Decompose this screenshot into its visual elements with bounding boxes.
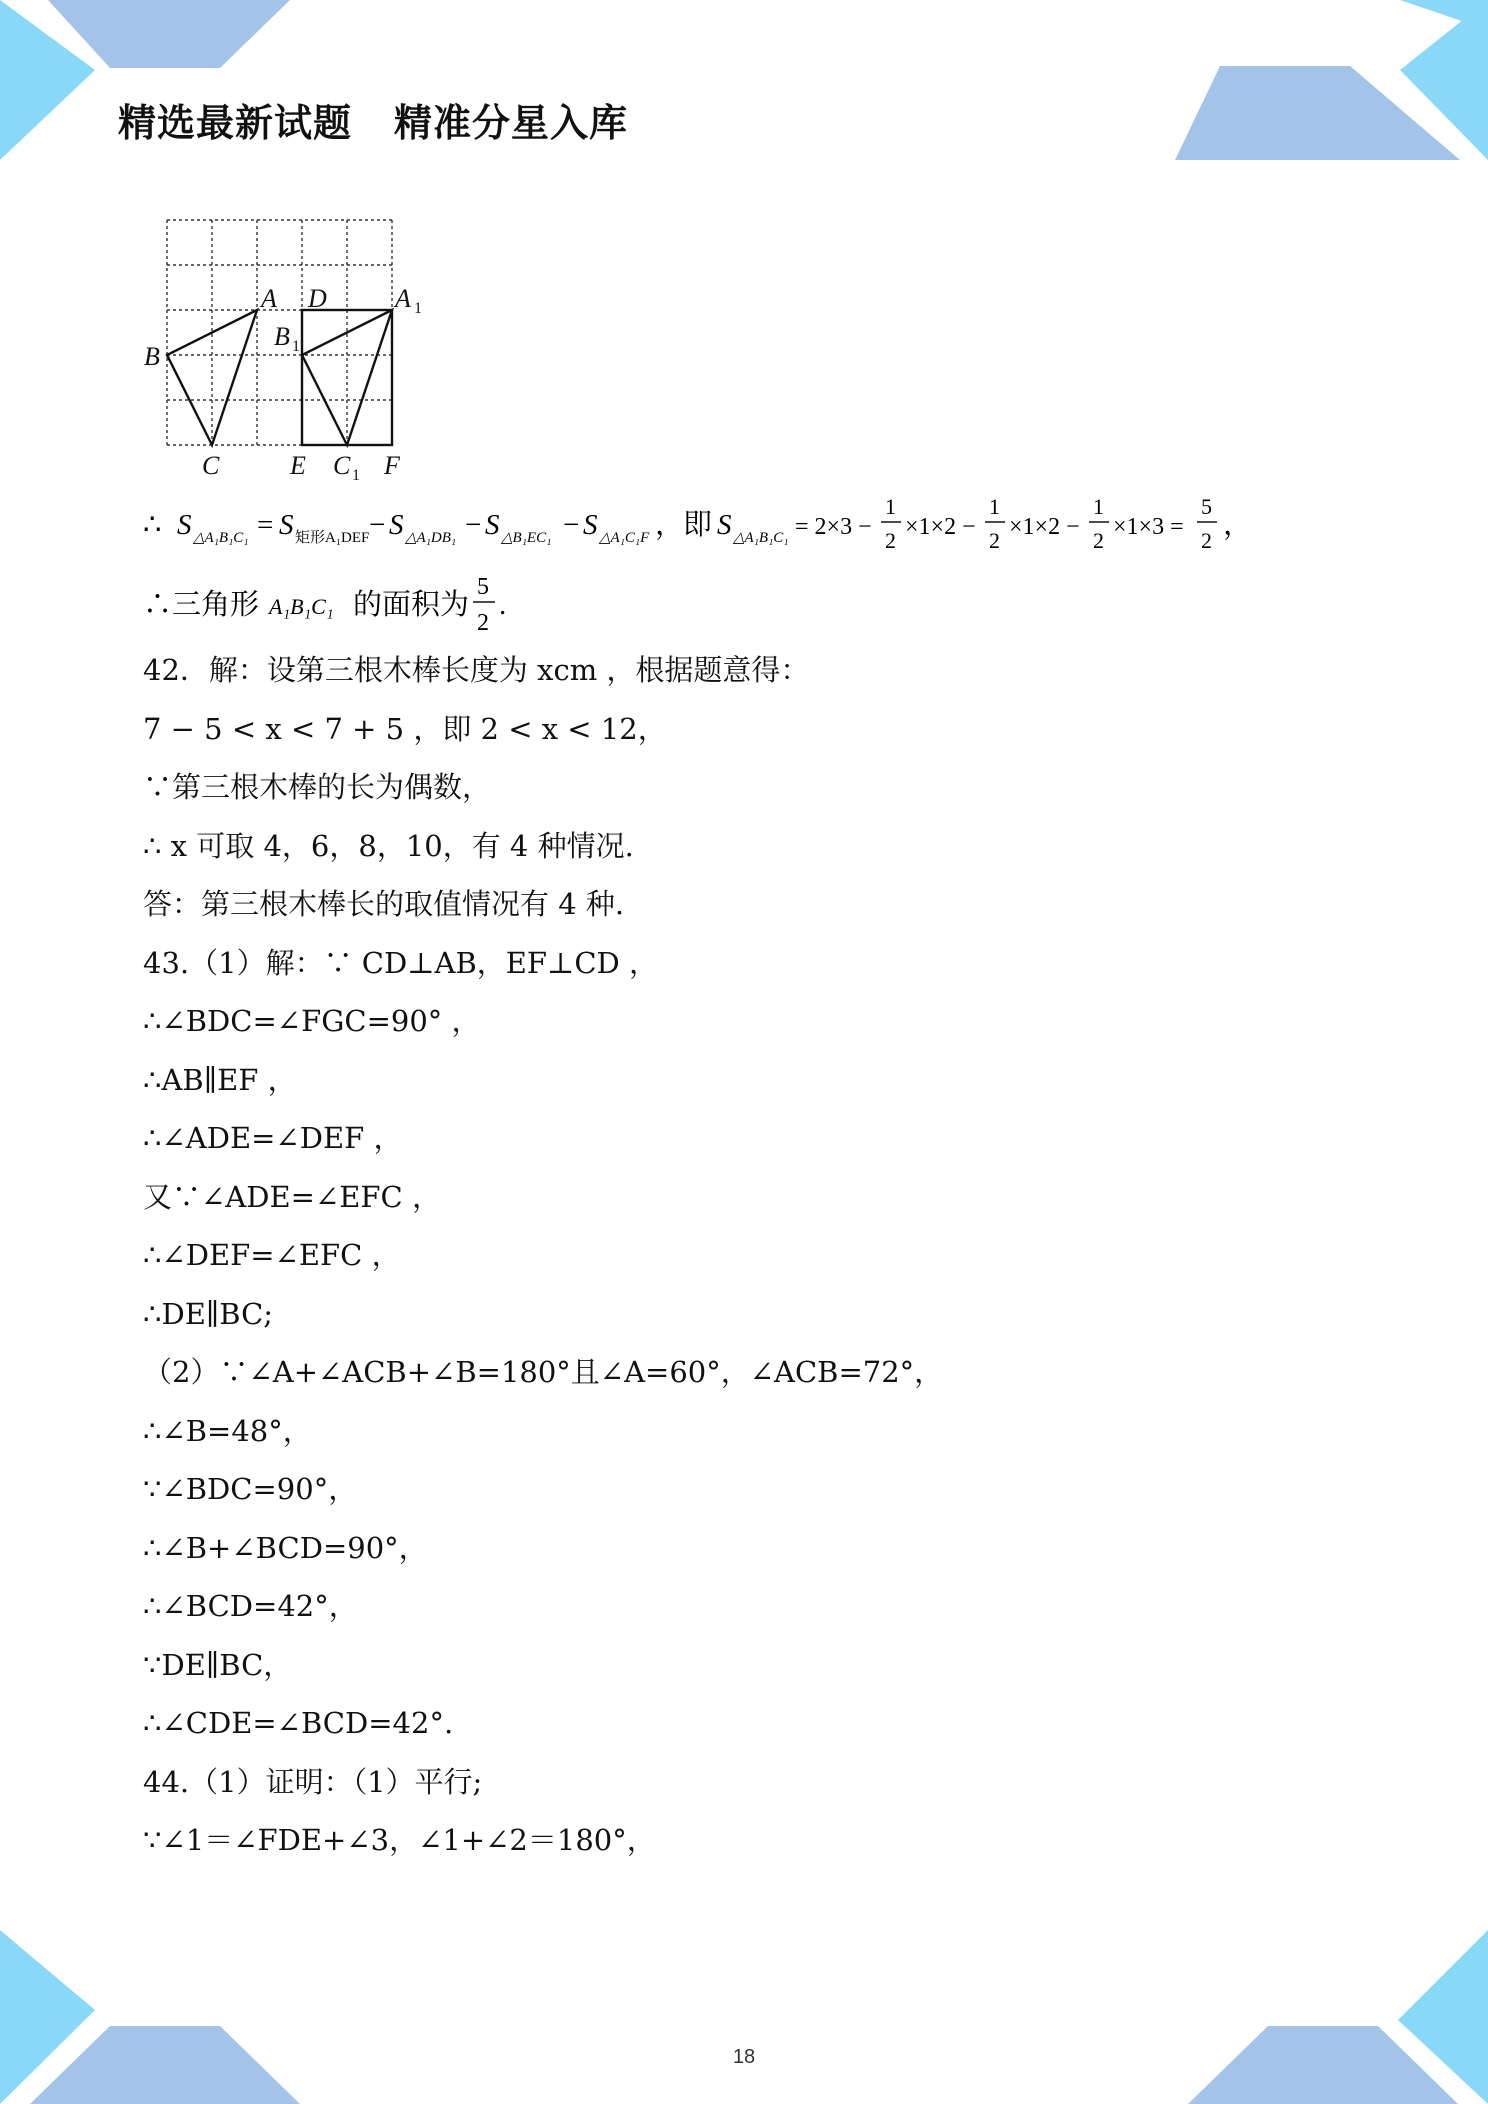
svg-text:2: 2 [1201, 528, 1212, 553]
label-c1: C [333, 451, 351, 480]
formula-m1: ×1×2 − [905, 514, 976, 540]
text-line-20: 44.（1）证明：（1）平行; [143, 1765, 483, 1799]
label-d: D [308, 284, 327, 313]
formula-t2-sub: △B₁EC₁ [501, 530, 552, 546]
text-line-17: ∴∠BCD=42°， [143, 1589, 358, 1623]
formula-minus-3: − [563, 509, 580, 541]
formula-prefix: ∴ [143, 509, 162, 541]
svg-text:1: 1 [885, 494, 896, 519]
area-result-line [143, 572, 583, 649]
formula-lhs-2-sub: △A₁B₁C₁ [733, 530, 789, 546]
svg-text:2: 2 [477, 610, 489, 636]
header-title-left: 精选最新试题 [118, 101, 353, 145]
area-triangle: A₁B₁C₁ [269, 594, 334, 619]
svg-text:2: 2 [1093, 528, 1104, 553]
label-b1: B [274, 322, 290, 351]
grid-figure [140, 210, 460, 480]
bottom-right-decoration [1168, 1930, 1488, 2104]
formula-t3: S [583, 509, 598, 541]
text-line-4: ∴ x 可取 4，6，8，10，有 4 种情况. [143, 829, 634, 863]
formula-eq: = [257, 509, 274, 541]
text-line-5: 答：第三根木棒长的取值情况有 4 种. [143, 887, 625, 921]
fraction-1 [881, 494, 901, 553]
page-number: 18 [732, 2046, 756, 2068]
svg-text:5: 5 [477, 574, 489, 600]
header-title [118, 92, 670, 147]
label-b1-sub: 1 [292, 338, 300, 355]
formula-t1-sub: △A₁DB₁ [405, 530, 457, 546]
formula-rect: S [279, 509, 294, 541]
text-line-10: 又∵∠ADE=∠EFC ， [143, 1180, 441, 1214]
text-line-1: 42．解：设第三根木棒长度为 xcm ，根据题意得： [143, 653, 810, 687]
fraction-2 [985, 494, 1005, 553]
formula-t3-sub: △A₁C₁F [599, 530, 650, 546]
text-line-11: ∴∠DEF=∠EFC ， [143, 1238, 401, 1272]
area-prefix: ∴三角形 [143, 589, 260, 621]
formula-end: ， [1223, 509, 1253, 541]
formula-m3: ×1×3 = [1113, 514, 1184, 540]
svg-text:1: 1 [989, 494, 1000, 519]
label-a1-sub: 1 [414, 300, 422, 317]
bottom-left-decoration [0, 1930, 320, 2104]
text-line-14: ∴∠B=48°， [143, 1414, 312, 1448]
header-title-right: 精准分星入库 [394, 101, 629, 145]
formula-m2: ×1×2 − [1009, 514, 1080, 540]
formula-t2: S [485, 509, 500, 541]
text-line-19: ∴∠CDE=∠BCD=42°. [143, 1706, 454, 1740]
text-line-8: ∴AB∥EF ， [143, 1063, 297, 1097]
label-b: B [144, 342, 160, 371]
svg-text:5: 5 [1201, 494, 1212, 519]
formula-lhs: S [177, 509, 192, 541]
top-right-decoration [1160, 0, 1488, 170]
area-formula-line [143, 490, 1263, 577]
text-line-3: ∵第三根木棒的长为偶数， [143, 770, 492, 804]
label-c: C [202, 451, 220, 480]
area-end: . [499, 589, 507, 621]
formula-minus-1: − [369, 509, 386, 541]
label-e: E [290, 451, 306, 480]
text-line-12: ∴DE∥BC; [143, 1297, 274, 1331]
label-a1: A [395, 284, 411, 313]
formula-calc: = 2×3 − [795, 514, 872, 540]
formula-t1: S [389, 509, 404, 541]
label-f: F [384, 451, 400, 480]
label-c1-sub: 1 [352, 467, 360, 480]
text-line-7: ∴∠BDC=∠FGC=90° ， [143, 1004, 481, 1038]
svg-text:1: 1 [1093, 494, 1104, 519]
text-line-6: 43.（1）解：∵ CD⊥AB，EF⊥CD ， [143, 946, 658, 980]
text-line-2: 7 − 5 < x < 7 + 5 ，即 2 < x < 12， [143, 712, 667, 746]
text-line-13: （2）∵∠A+∠ACB+∠B=180°且∠A=60°，∠ACB=72°， [143, 1355, 944, 1389]
formula-lhs-2: S [717, 509, 732, 541]
text-line-16: ∴∠B+∠BCD=90°， [143, 1531, 428, 1565]
formula-lhs-sub: △A₁B₁C₁ [193, 530, 249, 546]
text-line-18: ∵DE∥BC， [143, 1648, 293, 1682]
formula-ji: 即 [683, 509, 713, 541]
svg-text:2: 2 [989, 528, 1000, 553]
formula-minus-2: − [465, 509, 482, 541]
area-fraction [473, 574, 495, 636]
svg-text:2: 2 [885, 528, 896, 553]
fraction-3 [1089, 494, 1109, 553]
fraction-result [1197, 494, 1217, 553]
text-line-15: ∵∠BDC=90°， [143, 1472, 358, 1506]
formula-rect-sub: 矩形A₁DEF [295, 530, 370, 546]
formula-comma: ， [655, 509, 685, 541]
text-line-21: ∵∠1＝∠FDE+∠3，∠1+∠2＝180°， [143, 1823, 656, 1857]
figure-labels [144, 284, 422, 480]
text-line-9: ∴∠ADE=∠DEF ， [143, 1121, 403, 1155]
label-a: A [261, 284, 277, 313]
area-mid: 的面积为 [353, 589, 470, 621]
